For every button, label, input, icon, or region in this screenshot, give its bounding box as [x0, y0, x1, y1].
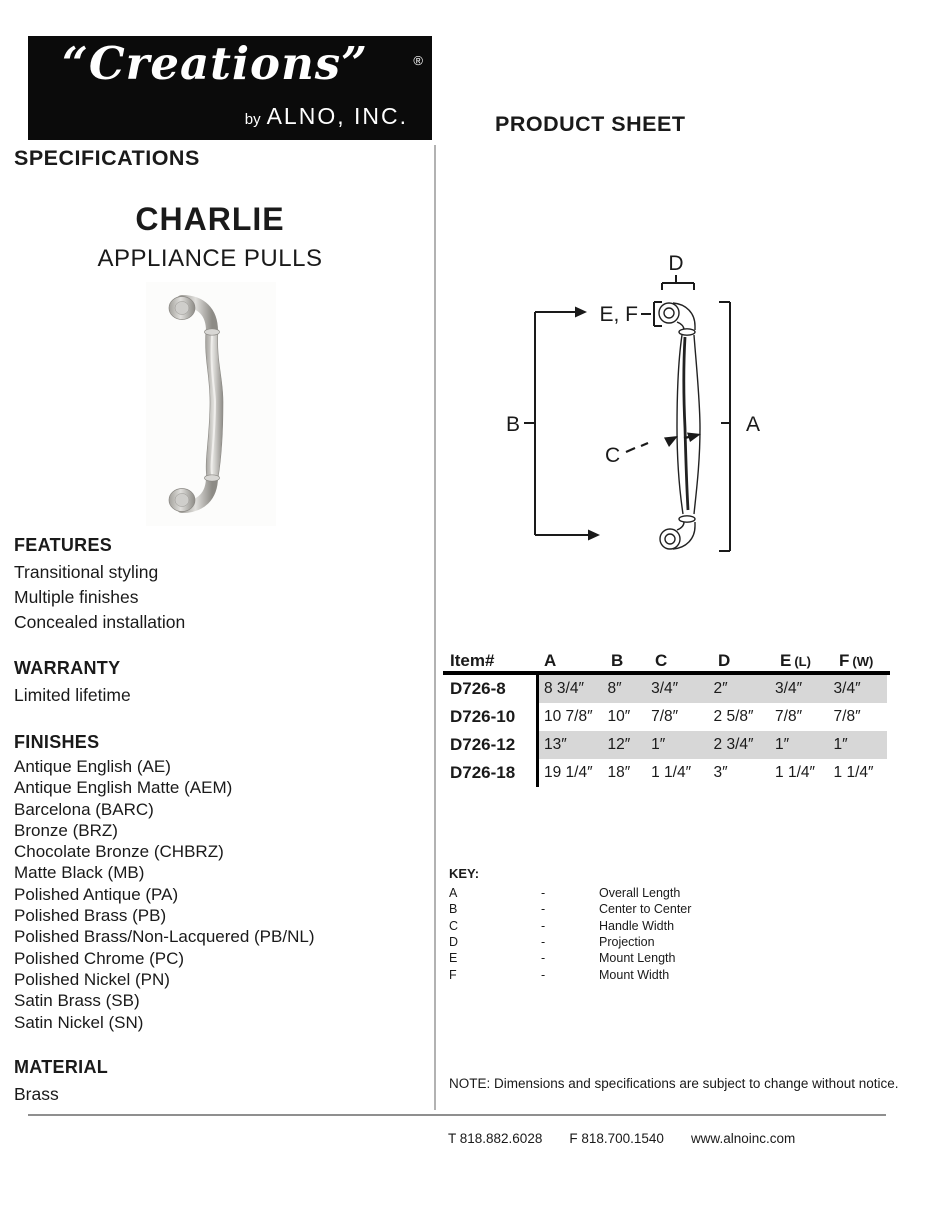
key-dash: -	[541, 967, 546, 982]
key-row	[449, 950, 691, 966]
footer-divider	[28, 1114, 886, 1116]
cell-b: 10″	[607, 708, 631, 725]
key-letter: E	[449, 951, 458, 966]
cell-e: 7/8″	[775, 708, 803, 725]
cell-f: 1 1/4″	[833, 764, 874, 781]
finish-item: Polished Chrome (PC)	[14, 948, 185, 968]
cell-b: 18″	[607, 764, 631, 781]
cell-e: 1″	[775, 736, 790, 753]
finish-item: Antique English Matte (AEM)	[14, 778, 233, 798]
cell-c: 1″	[651, 736, 666, 753]
key-letter: A	[449, 886, 458, 901]
key-letter: C	[449, 918, 459, 933]
finish-item: Antique English (AE)	[14, 757, 171, 776]
dimension-a-bracket	[719, 302, 730, 551]
cell-a: 19 1/4″	[544, 764, 593, 781]
vertical-divider	[434, 145, 436, 1110]
cell-d: 2 5/8″	[713, 708, 754, 725]
product-name: CHARLIE	[135, 201, 285, 237]
dimension-label-ef: E, F	[599, 303, 638, 326]
cell-d: 2 3/4″	[713, 736, 754, 753]
col-header-a: A	[544, 651, 557, 670]
key-letter: D	[449, 935, 459, 950]
cell-b: 12″	[607, 736, 631, 753]
table-header-row	[443, 651, 890, 675]
registered-trademark-icon: ®	[413, 53, 423, 68]
key-dash: -	[541, 918, 546, 933]
feature-item: Transitional styling	[14, 562, 159, 582]
item-number: D726-18	[450, 763, 516, 782]
table-row	[443, 703, 890, 731]
dimension-c-dashes	[626, 437, 689, 452]
product-photo	[146, 282, 276, 526]
key-description: Center to Center	[599, 902, 692, 917]
col-header-d: D	[718, 651, 731, 670]
footer-phone: T 818.882.6028	[448, 1131, 543, 1146]
table-row	[443, 731, 890, 759]
footer-contact	[448, 1131, 795, 1146]
handle-outline-drawing	[659, 303, 700, 549]
logo-script-text: “Creations”	[61, 37, 369, 90]
cell-c: 3/4″	[651, 680, 679, 697]
key-row	[449, 901, 691, 917]
col-header-b: B	[611, 651, 624, 670]
cell-f: 3/4″	[833, 680, 861, 697]
key-letter: B	[449, 902, 458, 917]
cell-c: 1 1/4″	[651, 764, 692, 781]
finish-item: Barcelona (BARC)	[14, 799, 154, 819]
key-description: Mount Width	[599, 967, 670, 982]
dimension-label-a: A	[746, 413, 761, 436]
col-header-e: E (L)	[780, 651, 811, 670]
cell-d: 2″	[713, 680, 728, 697]
col-header-c: C	[655, 651, 668, 670]
dimension-label-b: B	[505, 413, 520, 436]
material-list	[14, 1082, 59, 1107]
cell-a: 10 7/8″	[544, 708, 593, 725]
finish-item: Polished Brass (PB)	[14, 906, 167, 926]
product-sheet-heading: PRODUCT SHEET	[495, 112, 686, 136]
finish-item: Polished Nickel (PN)	[14, 969, 170, 989]
key-description: Projection	[599, 935, 655, 950]
logo-by-text: by	[244, 111, 261, 128]
finish-item: Polished Antique (PA)	[14, 884, 179, 904]
item-number: D726-10	[450, 707, 516, 726]
col-header-item: Item#	[450, 651, 495, 670]
cell-f: 7/8″	[833, 708, 861, 725]
features-heading: FEATURES	[14, 535, 113, 555]
creations-logo	[28, 36, 432, 140]
cell-c: 7/8″	[651, 708, 679, 725]
finish-item: Bronze (BRZ)	[14, 820, 118, 840]
logo-byline	[245, 103, 408, 130]
key-dash: -	[541, 951, 546, 966]
dimension-label-c: C	[605, 444, 621, 467]
item-number: D726-8	[450, 679, 506, 698]
key-dash: -	[541, 886, 546, 901]
disclaimer-note: NOTE: Dimensions and specifications are subject to change without notice.	[449, 1076, 899, 1091]
dimension-label-d: D	[668, 252, 684, 275]
warranty-list	[14, 683, 131, 708]
b-arrowhead-bottom	[588, 530, 600, 541]
dimension-d-bracket	[662, 275, 694, 290]
finishes-list	[14, 756, 314, 1033]
key-heading: KEY:	[449, 866, 480, 881]
product-category: APPLIANCE PULLS	[97, 245, 323, 272]
table-row	[443, 675, 890, 703]
key-row	[449, 918, 691, 934]
key-row	[449, 966, 691, 982]
key-description: Mount Length	[599, 951, 676, 966]
key-letter: F	[449, 967, 457, 982]
b-arrowhead-top	[575, 307, 587, 318]
finish-item: Matte Black (MB)	[14, 863, 145, 883]
key-description: Overall Length	[599, 886, 681, 901]
cell-d: 3″	[713, 764, 728, 781]
cell-a: 13″	[544, 736, 567, 753]
features-list	[14, 560, 185, 635]
cell-f: 1″	[833, 736, 848, 753]
footer-fax: F 818.700.1540	[569, 1131, 664, 1146]
finish-item: Satin Brass (SB)	[14, 991, 140, 1011]
key-description: Handle Width	[599, 918, 675, 933]
specifications-heading: SPECIFICATIONS	[14, 146, 200, 170]
key-row	[449, 934, 691, 950]
finish-item: Chocolate Bronze (CHBRZ)	[14, 842, 224, 862]
table-row	[443, 759, 890, 787]
warranty-heading: WARRANTY	[14, 658, 121, 678]
item-number: D726-12	[450, 735, 516, 754]
dimension-b-lines	[524, 312, 591, 535]
logo-company-text: ALNO, INC.	[266, 103, 408, 129]
c-arrowhead-left	[664, 436, 678, 447]
dimension-key	[449, 866, 691, 983]
c-arrowhead-right	[687, 433, 701, 443]
footer-website: www.alnoinc.com	[690, 1131, 796, 1146]
col-header-e-sub: (L)	[794, 654, 811, 669]
key-dash: -	[541, 935, 546, 950]
finish-item: Satin Nickel (SN)	[14, 1012, 144, 1032]
cell-e: 1 1/4″	[775, 764, 815, 781]
finishes-heading: FINISHES	[14, 732, 100, 752]
feature-item: Concealed installation	[14, 612, 186, 632]
key-dash: -	[541, 902, 546, 917]
feature-item: Multiple finishes	[14, 587, 139, 607]
dimensions-table	[443, 651, 890, 787]
col-header-f: F (W)	[839, 651, 874, 670]
cell-e: 3/4″	[775, 680, 803, 697]
col-header-f-sub: (W)	[852, 654, 874, 669]
warranty-item: Limited lifetime	[14, 685, 131, 705]
cell-a: 8 3/4″	[544, 680, 584, 697]
material-item: Brass	[14, 1084, 59, 1104]
material-heading: MATERIAL	[14, 1057, 109, 1077]
key-row	[449, 885, 691, 901]
cell-b: 8″	[607, 680, 622, 697]
finish-item: Polished Brass/Non-Lacquered (PB/NL)	[14, 927, 315, 947]
dimension-diagram	[488, 242, 788, 572]
